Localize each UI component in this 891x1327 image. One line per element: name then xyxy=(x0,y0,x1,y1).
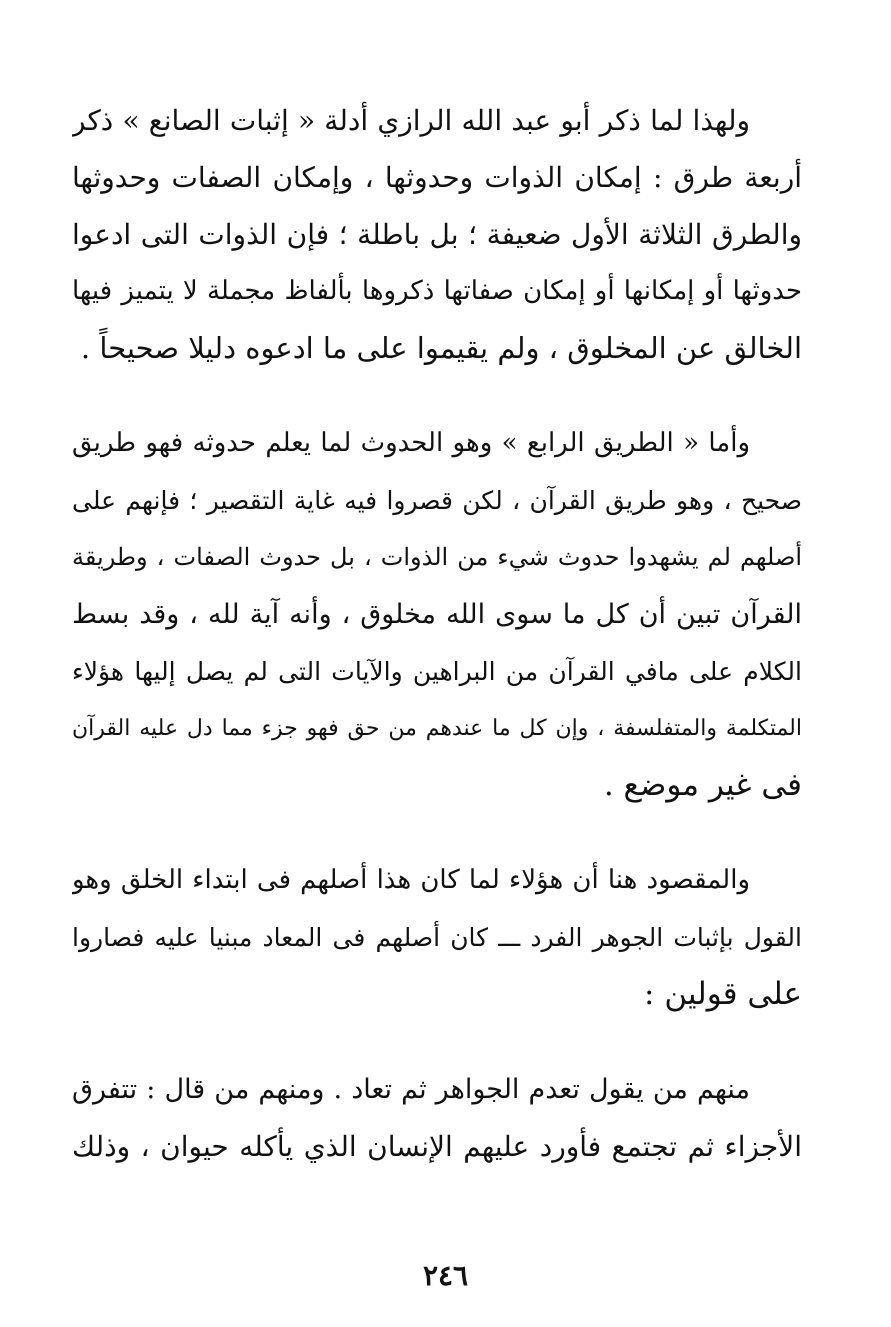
text-line: القرآن تبين أن كل ما سوى الله مخلوق ، وأنه آية لله ، وقد بسط xyxy=(72,599,802,630)
text-line: ولهذا لما ذكر أبو عبد الله الرازي أدلة « إثبات الصانع » ذكر xyxy=(72,104,750,137)
text-line: الخالق عن المخلوق ، ولم يقيموا على ما ادعوه دليلا صحيحاً . xyxy=(80,331,802,365)
paragraph-gap xyxy=(72,377,802,415)
page-body xyxy=(72,92,802,1175)
text-line: الكلام على مافي القرآن من البراهين والآيات التى لم يصل إليها هؤلاء xyxy=(72,657,802,686)
text-line: الأجزاء ثم تجتمع فأورد عليهم الإنسان الذي يأكله حيوان ، وذلك xyxy=(72,1130,802,1163)
text-line: القول بإثبات الجوهر الفرد ـــ كان أصلهم فى المعاد مبنيا عليه فصاروا xyxy=(72,923,802,952)
text-line: وأما « الطريق الرابع » وهو الحدوث لما يعلم حدوثه فهو طريق xyxy=(72,428,750,458)
paragraph-3 xyxy=(72,852,802,1023)
text-line: صحيح ، وهو طريق القرآن ، لكن قصروا فيه غاية التقصير ؛ فإنهم على xyxy=(72,486,802,515)
text-line: والمقصود هنا أن هؤلاء لما كان هذا أصلهم فى ابتداء الخلق وهو xyxy=(72,865,750,895)
text-line: أربعة طرق : إمكان الذوات وحدوثها ، وإمكان الصفات وحدوثها xyxy=(72,161,802,194)
paragraph-4 xyxy=(72,1061,802,1175)
text-line: المتكلمة والمتفلسفة ، وإن كل ما عندهم من حق فهو جزء مما دل عليه القرآن xyxy=(72,716,802,741)
paragraph-1 xyxy=(72,92,802,377)
text-line: حدوثها أو إمكانها أو إمكان صفاتها ذكروها بألفاظ مجملة لا يتميز فيها xyxy=(72,276,802,306)
text-line: والطرق الثلاثة الأول ضعيفة ؛ بل باطلة ؛ فإن الذوات التى ادعوا xyxy=(72,218,802,251)
text-line: منهم من يقول تعدم الجواهر ثم تعاد . ومنهم من قال : تتفرق xyxy=(72,1074,750,1105)
text-line: فى غير موضع . xyxy=(603,767,802,803)
paragraph-gap xyxy=(72,1023,802,1061)
page-number: ٢٤٦ xyxy=(422,1259,469,1292)
text-line: على قولين : xyxy=(644,976,802,1012)
text-line: أصلهم لم يشهدوا حدوث شيء من الذوات ، بل حدوث الصفات ، وطريقة xyxy=(72,543,802,571)
paragraph-gap xyxy=(72,814,802,852)
paragraph-2 xyxy=(72,415,802,814)
